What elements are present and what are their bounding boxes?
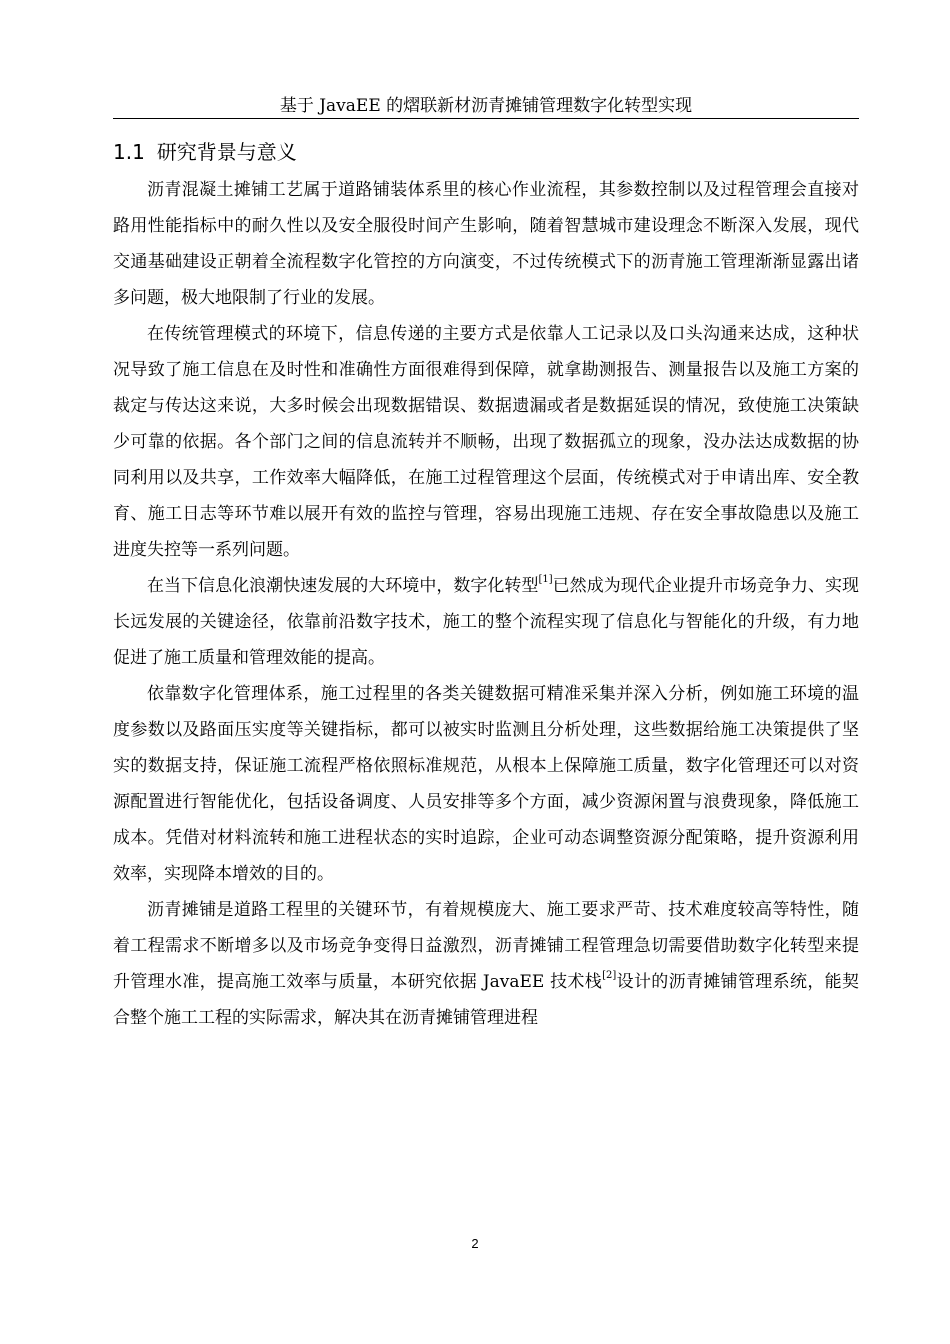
citation-2: [2] [602, 970, 617, 982]
running-header: 基于 JavaEE 的熠联新材沥青摊铺管理数字化转型实现 [279, 96, 693, 116]
paragraph-1: 沥青混凝土摊铺工艺属于道路铺装体系里的核心作业流程，其参数控制以及过程管理会直接对路用性能指标中的耐久性以及安全服役时间产生影响，随着智慧城市建设理念不断深入发展，现代交通基础建设正朝着全流程数字化管控的方向演变，不过传统模式下的沥青施工管理渐渐显露出诸多问题，极大地限制了行业的发展。 [113, 180, 859, 308]
section-heading [113, 139, 297, 165]
citation-1: [1] [538, 574, 553, 586]
paragraph-3-part-b: 已然成为现代企业提升市场竞争力、实现长远发展的关键途径，依靠前沿数字技术，施工的整个流程实现了信息化与智能化的升级，有力地促进了施工质量和管理效能的提高。 [113, 576, 860, 668]
paragraph-4: 依靠数字化管理体系，施工过程里的各类关键数据可精准采集并深入分析，例如施工环境的温度参数以及路面压实度等关键指标，都可以被实时监测且分析处理，这些数据给施工决策提供了坚实的数据支持，保证施工流程严格依照标准规范，从根本上保障施工质量，数字化管理还可以对资源配置进行智能优化，包括设备调度、人员安排等多个方面，减少资源闲置与浪费现象，降低施工成本。凭借对材料流转和施工进程状态的实时追踪，企业可动态调整资源分配策略，提升资源利用效率，实现降本增效的目的。 [113, 684, 859, 884]
page-number: 2 [471, 1236, 479, 1251]
section-number: 1.1 [113, 140, 145, 164]
paragraph-5 [113, 892, 859, 1036]
paragraph-5-part-b: 设计的沥青摊铺管理系统，能契合整个施工工程的实际需求，解决其在沥青摊铺管理进程 [113, 972, 859, 1028]
body-text [113, 172, 859, 1036]
paragraph-3-part-a: 在当下信息化浪潮快速发展的大环境中，数字化转型 [147, 576, 539, 596]
paragraph-5-part-a: 沥青摊铺是道路工程里的关键环节，有着规模庞大、施工要求严苛、技术难度较高等特性，随着工程需求不断增多以及市场竞争变得日益激烈，沥青摊铺工程管理急切需要借助数字化转型来提升管理水准，提高施工效率与质量，本研究依据 JavaEE 技术栈 [113, 900, 859, 992]
paragraph-2: 在传统管理模式的环境下，信息传递的主要方式是依靠人工记录以及口头沟通来达成，这种状况导致了施工信息在及时性和准确性方面很难得到保障，就拿勘测报告、测量报告以及施工方案的裁定与传达这来说，大多时候会出现数据错误、数据遗漏或者是数据延误的情况，致使施工决策缺少可靠的依据。各个部门之间的信息流转并不顺畅，出现了数据孤立的现象，没办法达成数据的协同利用以及共享，工作效率大幅降低，在施工过程管理这个层面，传统模式对于申请出库、安全教育、施工日志等环节难以展开有效的监控与管理，容易出现施工违规、存在安全事故隐患以及施工进度失控等一系列问题。 [113, 324, 859, 560]
section-title: 研究背景与意义 [156, 140, 297, 164]
header-divider [113, 118, 859, 119]
paragraph-3 [113, 568, 859, 676]
